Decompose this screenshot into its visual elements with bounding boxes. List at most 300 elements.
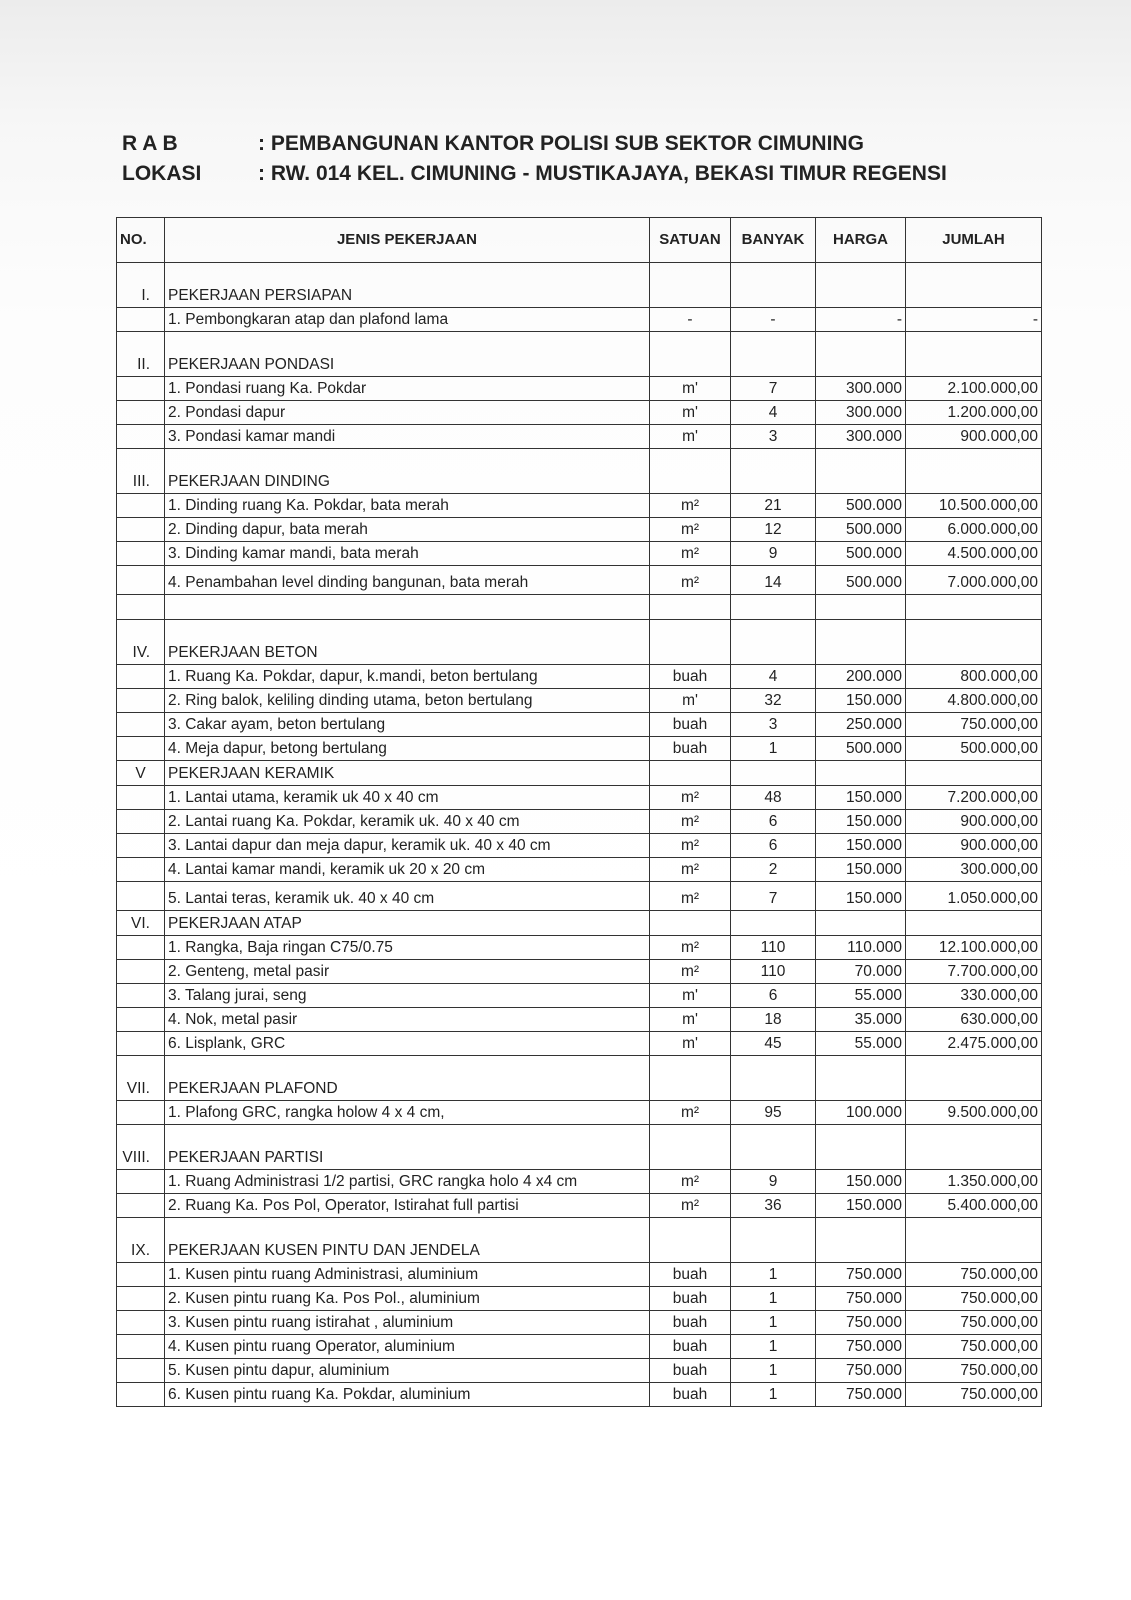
cell-jumlah: 9.500.000,00 [906, 1101, 1042, 1125]
table-header-row [117, 218, 1042, 263]
cell-jumlah: 5.400.000,00 [906, 1194, 1042, 1218]
cell-jenis-pekerjaan: 1. Plafong GRC, rangka holow 4 x 4 cm, [165, 1101, 650, 1125]
cell-harga: 150.000 [816, 882, 906, 911]
cell-no: VI. [117, 911, 165, 936]
document-header [122, 132, 1022, 192]
cell-jumlah [906, 263, 1042, 308]
cell-jumlah [906, 1056, 1042, 1101]
cell-jenis-pekerjaan: PEKERJAAN DINDING [165, 449, 650, 494]
cell-jenis-pekerjaan: 5. Lantai teras, keramik uk. 40 x 40 cm [165, 882, 650, 911]
cell-jenis-pekerjaan: 2. Dinding dapur, bata merah [165, 518, 650, 542]
cell-jenis-pekerjaan: 3. Pondasi kamar mandi [165, 425, 650, 449]
cell-jumlah: 750.000,00 [906, 713, 1042, 737]
cell-banyak [731, 911, 816, 936]
lokasi-value: : RW. 014 KEL. CIMUNING - MUSTIKAJAYA, BEKASI TIMUR REGENSI [258, 162, 947, 185]
cell-harga: 750.000 [816, 1287, 906, 1311]
cell-jumlah: 750.000,00 [906, 1335, 1042, 1359]
cell-harga: 300.000 [816, 377, 906, 401]
cell-banyak: 6 [731, 810, 816, 834]
rab-table [116, 217, 1042, 1407]
cell-satuan: m² [650, 518, 731, 542]
cell-jenis-pekerjaan: 3. Talang jurai, seng [165, 984, 650, 1008]
table-row [117, 713, 1042, 737]
cell-satuan: m² [650, 834, 731, 858]
cell-banyak: 14 [731, 566, 816, 595]
cell-jenis-pekerjaan: 6. Lisplank, GRC [165, 1032, 650, 1056]
cell-jumlah: 330.000,00 [906, 984, 1042, 1008]
blank-row [117, 595, 1042, 620]
cell-jenis-pekerjaan: 4. Penambahan level dinding bangunan, bata merah [165, 566, 650, 595]
cell-satuan [650, 620, 731, 665]
cell-satuan: buah [650, 713, 731, 737]
section-row [117, 1125, 1042, 1170]
cell-jumlah: 10.500.000,00 [906, 494, 1042, 518]
table-row [117, 377, 1042, 401]
cell-no: IV. [117, 620, 165, 665]
table-row [117, 1032, 1042, 1056]
table-body [117, 263, 1042, 1407]
cell-harga [816, 1056, 906, 1101]
table-row [117, 494, 1042, 518]
cell-satuan [650, 1218, 731, 1263]
cell-banyak: 6 [731, 834, 816, 858]
cell-harga [816, 449, 906, 494]
cell-banyak: 7 [731, 377, 816, 401]
cell-harga: 110.000 [816, 936, 906, 960]
table-row [117, 1383, 1042, 1407]
cell-harga: 750.000 [816, 1335, 906, 1359]
cell-no [117, 737, 165, 761]
section-row [117, 263, 1042, 308]
rab-label: R A B [122, 132, 178, 155]
cell-no [117, 960, 165, 984]
section-row [117, 911, 1042, 936]
cell-jenis-pekerjaan: 4. Meja dapur, betong bertulang [165, 737, 650, 761]
cell-satuan: buah [650, 665, 731, 689]
cell-satuan: - [650, 308, 731, 332]
cell-no [117, 1263, 165, 1287]
table-row [117, 689, 1042, 713]
cell-jenis-pekerjaan: 2. Pondasi dapur [165, 401, 650, 425]
cell-satuan: buah [650, 737, 731, 761]
cell-jenis-pekerjaan: 1. Lantai utama, keramik uk 40 x 40 cm [165, 786, 650, 810]
cell-satuan [650, 1056, 731, 1101]
cell-jumlah [906, 620, 1042, 665]
table-row [117, 518, 1042, 542]
table-row [117, 1287, 1042, 1311]
cell-harga: 300.000 [816, 401, 906, 425]
cell-jenis-pekerjaan: PEKERJAAN PARTISI [165, 1125, 650, 1170]
cell-no [117, 401, 165, 425]
cell-satuan [650, 332, 731, 377]
cell-harga: 500.000 [816, 542, 906, 566]
cell-banyak [731, 1056, 816, 1101]
cell-satuan: buah [650, 1263, 731, 1287]
cell-satuan [650, 1125, 731, 1170]
cell-jumlah: 4.800.000,00 [906, 689, 1042, 713]
cell-harga: 500.000 [816, 566, 906, 595]
cell-satuan: m' [650, 984, 731, 1008]
table-row [117, 401, 1042, 425]
cell-harga [816, 1218, 906, 1263]
cell-banyak: 21 [731, 494, 816, 518]
cell-satuan [650, 449, 731, 494]
section-row [117, 1218, 1042, 1263]
cell-no [117, 1287, 165, 1311]
cell-jumlah: 4.500.000,00 [906, 542, 1042, 566]
cell-jumlah: 300.000,00 [906, 858, 1042, 882]
cell-harga: 200.000 [816, 665, 906, 689]
cell-jumlah [906, 911, 1042, 936]
cell-banyak: 18 [731, 1008, 816, 1032]
cell-jumlah [906, 1125, 1042, 1170]
cell-no [117, 984, 165, 1008]
table-row [117, 984, 1042, 1008]
cell-jenis-pekerjaan: 4. Kusen pintu ruang Operator, aluminium [165, 1335, 650, 1359]
cell-harga: 35.000 [816, 1008, 906, 1032]
cell-satuan: m' [650, 1032, 731, 1056]
cell-banyak: 36 [731, 1194, 816, 1218]
lokasi-line [122, 162, 1022, 192]
cell-satuan: m² [650, 810, 731, 834]
cell-harga [816, 1125, 906, 1170]
cell-no [117, 566, 165, 595]
table-row [117, 882, 1042, 911]
cell-harga: 150.000 [816, 1194, 906, 1218]
cell-satuan: buah [650, 1335, 731, 1359]
table-row [117, 1101, 1042, 1125]
cell-jenis-pekerjaan: 2. Lantai ruang Ka. Pokdar, keramik uk. 40 x 40 cm [165, 810, 650, 834]
cell-satuan: m² [650, 858, 731, 882]
table-row [117, 960, 1042, 984]
cell-banyak [731, 595, 816, 620]
cell-jenis-pekerjaan: PEKERJAAN PONDASI [165, 332, 650, 377]
cell-satuan: m² [650, 1101, 731, 1125]
cell-jenis-pekerjaan: 1. Kusen pintu ruang Administrasi, aluminium [165, 1263, 650, 1287]
cell-banyak [731, 761, 816, 786]
cell-harga: - [816, 308, 906, 332]
table-row [117, 665, 1042, 689]
cell-jumlah: - [906, 308, 1042, 332]
cell-jumlah: 2.475.000,00 [906, 1032, 1042, 1056]
cell-no [117, 518, 165, 542]
cell-harga: 500.000 [816, 494, 906, 518]
cell-harga: 150.000 [816, 834, 906, 858]
cell-jenis-pekerjaan: PEKERJAAN KUSEN PINTU DAN JENDELA [165, 1218, 650, 1263]
col-header-jumlah: JUMLAH [906, 218, 1042, 263]
cell-banyak: 4 [731, 401, 816, 425]
cell-jumlah: 900.000,00 [906, 425, 1042, 449]
cell-no: III. [117, 449, 165, 494]
cell-harga: 500.000 [816, 518, 906, 542]
cell-jenis-pekerjaan: 4. Nok, metal pasir [165, 1008, 650, 1032]
cell-no [117, 1383, 165, 1407]
cell-jumlah: 630.000,00 [906, 1008, 1042, 1032]
cell-satuan: m² [650, 786, 731, 810]
cell-jenis-pekerjaan: 3. Kusen pintu ruang istirahat , aluminium [165, 1311, 650, 1335]
cell-banyak: 4 [731, 665, 816, 689]
cell-no [117, 1008, 165, 1032]
cell-harga: 750.000 [816, 1263, 906, 1287]
cell-banyak: 1 [731, 1335, 816, 1359]
cell-no [117, 542, 165, 566]
cell-harga [816, 332, 906, 377]
cell-banyak [731, 620, 816, 665]
section-row [117, 332, 1042, 377]
cell-no [117, 882, 165, 911]
cell-banyak: 1 [731, 1311, 816, 1335]
cell-jumlah: 750.000,00 [906, 1311, 1042, 1335]
cell-harga: 750.000 [816, 1359, 906, 1383]
cell-harga: 750.000 [816, 1383, 906, 1407]
cell-satuan: m² [650, 960, 731, 984]
table-row [117, 936, 1042, 960]
table-row [117, 1263, 1042, 1287]
cell-jenis-pekerjaan [165, 595, 650, 620]
col-header-no: NO. [117, 218, 165, 263]
cell-no [117, 494, 165, 518]
cell-satuan [650, 911, 731, 936]
cell-satuan: m' [650, 689, 731, 713]
cell-banyak [731, 1218, 816, 1263]
cell-satuan: m² [650, 566, 731, 595]
cell-banyak: 1 [731, 1263, 816, 1287]
cell-satuan: buah [650, 1383, 731, 1407]
cell-jumlah [906, 1218, 1042, 1263]
cell-no [117, 858, 165, 882]
cell-banyak [731, 263, 816, 308]
cell-jenis-pekerjaan: PEKERJAAN PERSIAPAN [165, 263, 650, 308]
cell-no [117, 1335, 165, 1359]
cell-no [117, 1359, 165, 1383]
cell-jenis-pekerjaan: 3. Cakar ayam, beton bertulang [165, 713, 650, 737]
col-header-satuan: SATUAN [650, 218, 731, 263]
cell-satuan: m' [650, 377, 731, 401]
table-row [117, 810, 1042, 834]
cell-jenis-pekerjaan: 1. Ruang Administrasi 1/2 partisi, GRC rangka holo 4 x4 cm [165, 1170, 650, 1194]
cell-banyak: 1 [731, 1287, 816, 1311]
cell-no: I. [117, 263, 165, 308]
cell-jumlah [906, 761, 1042, 786]
table-row [117, 542, 1042, 566]
cell-no [117, 834, 165, 858]
rab-line [122, 132, 1022, 162]
cell-jumlah: 1.200.000,00 [906, 401, 1042, 425]
cell-harga: 55.000 [816, 984, 906, 1008]
cell-no [117, 1170, 165, 1194]
section-row [117, 1056, 1042, 1101]
cell-satuan: buah [650, 1359, 731, 1383]
cell-harga: 150.000 [816, 689, 906, 713]
cell-satuan: m² [650, 1194, 731, 1218]
cell-jumlah [906, 595, 1042, 620]
table-row [117, 308, 1042, 332]
cell-satuan: buah [650, 1287, 731, 1311]
cell-no: II. [117, 332, 165, 377]
table-row [117, 425, 1042, 449]
cell-harga [816, 911, 906, 936]
cell-no [117, 713, 165, 737]
cell-banyak: 48 [731, 786, 816, 810]
cell-harga: 70.000 [816, 960, 906, 984]
cell-banyak: 2 [731, 858, 816, 882]
cell-banyak: 7 [731, 882, 816, 911]
cell-no [117, 308, 165, 332]
cell-jumlah: 900.000,00 [906, 834, 1042, 858]
cell-banyak: 1 [731, 1359, 816, 1383]
cell-banyak: 3 [731, 425, 816, 449]
rab-value: : PEMBANGUNAN KANTOR POLISI SUB SEKTOR CIMUNING [258, 132, 864, 155]
cell-harga: 100.000 [816, 1101, 906, 1125]
cell-banyak [731, 1125, 816, 1170]
cell-satuan: m² [650, 494, 731, 518]
section-row [117, 620, 1042, 665]
cell-banyak: 9 [731, 542, 816, 566]
lokasi-label: LOKASI [122, 162, 202, 185]
cell-jenis-pekerjaan: PEKERJAAN ATAP [165, 911, 650, 936]
cell-jenis-pekerjaan: 1. Rangka, Baja ringan C75/0.75 [165, 936, 650, 960]
cell-no [117, 425, 165, 449]
cell-banyak: 1 [731, 1383, 816, 1407]
cell-banyak: 95 [731, 1101, 816, 1125]
cell-banyak: 110 [731, 936, 816, 960]
cell-harga: 750.000 [816, 1311, 906, 1335]
table-row [117, 1170, 1042, 1194]
cell-no [117, 665, 165, 689]
cell-banyak: 32 [731, 689, 816, 713]
cell-jumlah: 2.100.000,00 [906, 377, 1042, 401]
cell-jumlah: 1.350.000,00 [906, 1170, 1042, 1194]
col-header-jenis-pekerjaan: JENIS PEKERJAAN [165, 218, 650, 263]
cell-harga: 250.000 [816, 713, 906, 737]
cell-banyak [731, 449, 816, 494]
cell-jenis-pekerjaan: 1. Dinding ruang Ka. Pokdar, bata merah [165, 494, 650, 518]
table-row [117, 1359, 1042, 1383]
cell-jumlah: 750.000,00 [906, 1359, 1042, 1383]
cell-banyak: 110 [731, 960, 816, 984]
cell-jenis-pekerjaan: 1. Ruang Ka. Pokdar, dapur, k.mandi, beton bertulang [165, 665, 650, 689]
cell-jumlah: 1.050.000,00 [906, 882, 1042, 911]
table-row [117, 1311, 1042, 1335]
cell-jumlah: 6.000.000,00 [906, 518, 1042, 542]
cell-jumlah: 750.000,00 [906, 1287, 1042, 1311]
cell-jumlah: 900.000,00 [906, 810, 1042, 834]
table-row [117, 858, 1042, 882]
cell-jenis-pekerjaan: 6. Kusen pintu ruang Ka. Pokdar, aluminium [165, 1383, 650, 1407]
cell-jumlah: 500.000,00 [906, 737, 1042, 761]
cell-banyak: 45 [731, 1032, 816, 1056]
table-row [117, 834, 1042, 858]
cell-banyak: 1 [731, 737, 816, 761]
cell-satuan: m² [650, 1170, 731, 1194]
cell-harga [816, 595, 906, 620]
cell-jumlah [906, 332, 1042, 377]
cell-no: IX. [117, 1218, 165, 1263]
cell-no [117, 689, 165, 713]
cell-no [117, 377, 165, 401]
table-row [117, 1194, 1042, 1218]
cell-harga [816, 761, 906, 786]
cell-no [117, 1194, 165, 1218]
cell-jumlah: 7.200.000,00 [906, 786, 1042, 810]
cell-no: VII. [117, 1056, 165, 1101]
cell-satuan: m² [650, 882, 731, 911]
cell-jenis-pekerjaan: PEKERJAAN BETON [165, 620, 650, 665]
cell-satuan [650, 595, 731, 620]
cell-banyak [731, 332, 816, 377]
cell-jenis-pekerjaan: 5. Kusen pintu dapur, aluminium [165, 1359, 650, 1383]
cell-harga: 150.000 [816, 858, 906, 882]
cell-harga: 500.000 [816, 737, 906, 761]
cell-harga: 300.000 [816, 425, 906, 449]
cell-no [117, 810, 165, 834]
cell-jenis-pekerjaan: 2. Ring balok, keliling dinding utama, beton bertulang [165, 689, 650, 713]
cell-no [117, 1032, 165, 1056]
cell-jumlah: 750.000,00 [906, 1383, 1042, 1407]
cell-jenis-pekerjaan: PEKERJAAN KERAMIK [165, 761, 650, 786]
cell-satuan [650, 263, 731, 308]
cell-jumlah: 12.100.000,00 [906, 936, 1042, 960]
cell-satuan: m² [650, 542, 731, 566]
cell-no [117, 936, 165, 960]
section-row [117, 449, 1042, 494]
cell-jenis-pekerjaan: 2. Genteng, metal pasir [165, 960, 650, 984]
cell-jumlah: 750.000,00 [906, 1263, 1042, 1287]
table-row [117, 1335, 1042, 1359]
cell-banyak: - [731, 308, 816, 332]
cell-no [117, 1101, 165, 1125]
cell-banyak: 12 [731, 518, 816, 542]
table-row [117, 737, 1042, 761]
cell-jumlah: 800.000,00 [906, 665, 1042, 689]
table-row [117, 566, 1042, 595]
cell-harga: 55.000 [816, 1032, 906, 1056]
cell-jenis-pekerjaan: 1. Pembongkaran atap dan plafond lama [165, 308, 650, 332]
cell-jumlah: 7.700.000,00 [906, 960, 1042, 984]
cell-harga [816, 620, 906, 665]
cell-jumlah: 7.000.000,00 [906, 566, 1042, 595]
cell-jenis-pekerjaan: 2. Ruang Ka. Pos Pol, Operator, Istirahat full partisi [165, 1194, 650, 1218]
cell-no [117, 1311, 165, 1335]
cell-jumlah [906, 449, 1042, 494]
cell-jenis-pekerjaan: 3. Dinding kamar mandi, bata merah [165, 542, 650, 566]
cell-harga: 150.000 [816, 810, 906, 834]
cell-satuan: m' [650, 401, 731, 425]
cell-harga: 150.000 [816, 1170, 906, 1194]
table-row [117, 786, 1042, 810]
table-row [117, 1008, 1042, 1032]
cell-satuan: buah [650, 1311, 731, 1335]
cell-harga [816, 263, 906, 308]
cell-banyak: 3 [731, 713, 816, 737]
section-row [117, 761, 1042, 786]
cell-harga: 150.000 [816, 786, 906, 810]
cell-jenis-pekerjaan: 1. Pondasi ruang Ka. Pokdar [165, 377, 650, 401]
cell-jenis-pekerjaan: 2. Kusen pintu ruang Ka. Pos Pol., aluminium [165, 1287, 650, 1311]
cell-jenis-pekerjaan: 3. Lantai dapur dan meja dapur, keramik uk. 40 x 40 cm [165, 834, 650, 858]
col-header-banyak: BANYAK [731, 218, 816, 263]
cell-satuan [650, 761, 731, 786]
cell-banyak: 6 [731, 984, 816, 1008]
cell-no: V [117, 761, 165, 786]
col-header-harga: HARGA [816, 218, 906, 263]
cell-no [117, 595, 165, 620]
cell-no: VIII. [117, 1125, 165, 1170]
cell-jenis-pekerjaan: 4. Lantai kamar mandi, keramik uk 20 x 20 cm [165, 858, 650, 882]
cell-banyak: 9 [731, 1170, 816, 1194]
cell-satuan: m' [650, 1008, 731, 1032]
cell-satuan: m² [650, 936, 731, 960]
